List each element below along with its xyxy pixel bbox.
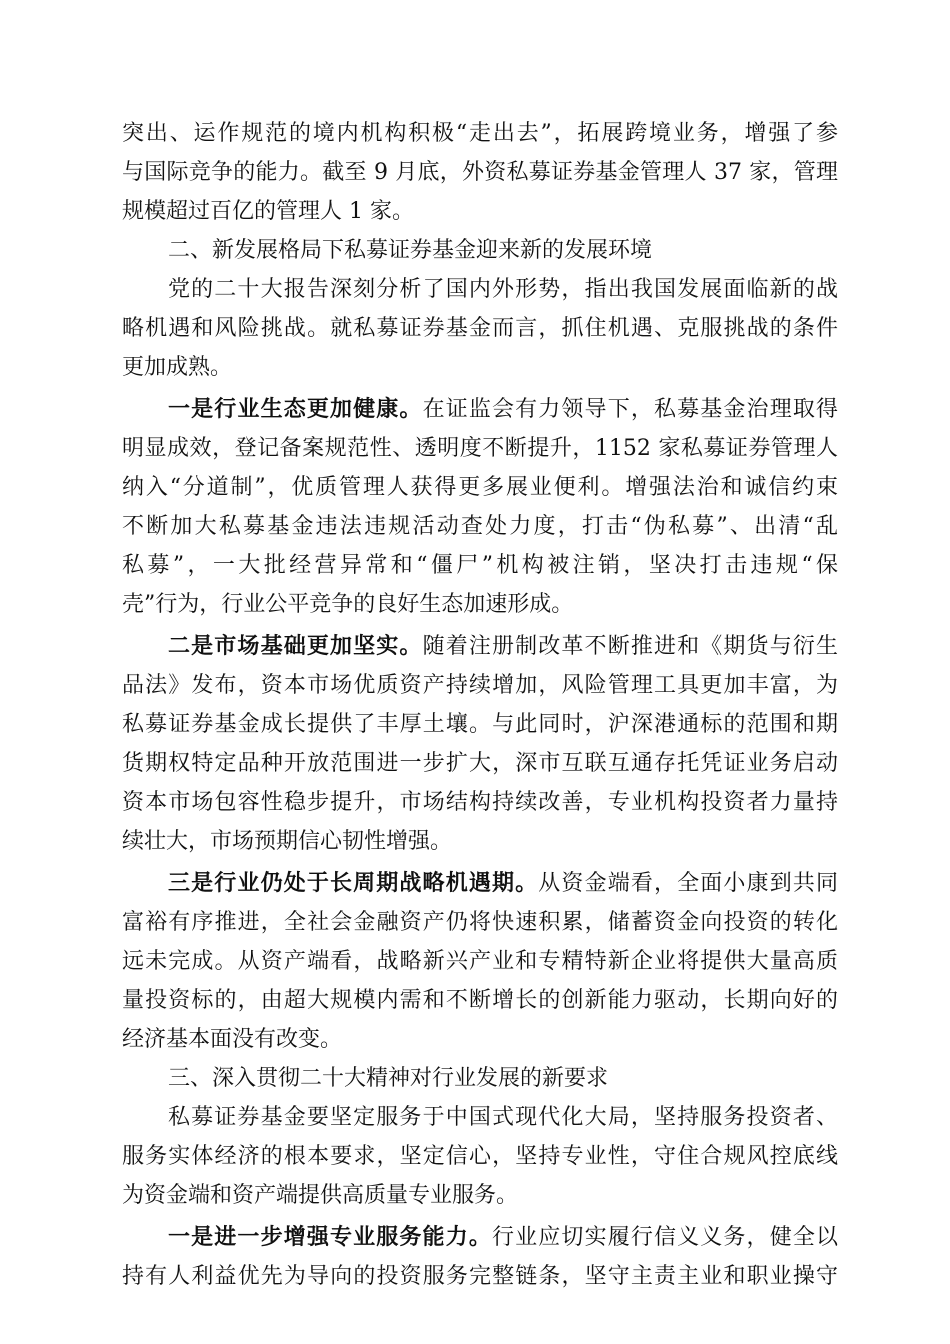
text-span: 从资金端看，全面小康到共同	[538, 871, 838, 896]
lead-bold: 二是市场基础更加坚实。	[168, 633, 423, 659]
paragraph-opportunity	[122, 864, 838, 1059]
text-line: 货期权特定品种开放范围进一步扩大，深市互联互通存托凭证业务启动	[122, 751, 838, 776]
text-line: 量投资标的，由超大规模内需和不断增长的创新能力驱动，长期向好的	[122, 988, 838, 1013]
text-line: 私募证券基金要坚定服务于中国式现代化大局，坚持服务投资者、	[168, 1105, 838, 1130]
text-line: 为资金端和资产端提供高质量专业服务。	[122, 1183, 519, 1208]
text-line: 经济基本面没有改变。	[122, 1027, 343, 1052]
text-line: 突出、运作规范的境内机构积极“走出去”，拓展跨境业务，增强了参	[122, 121, 838, 146]
text-line	[122, 627, 838, 666]
paragraph-capability	[122, 1218, 838, 1296]
text-line: 不断加大私募基金违法违规活动查处力度，打击“伪私募”、出清“乱	[122, 514, 838, 539]
text-line: 富裕有序推进，全社会金融资产仍将快速积累，储蓄资金向投资的转化	[122, 910, 838, 935]
text-line: 明显成效，登记备案规范性、透明度不断提升，1152 家私募证券管理人	[122, 436, 838, 461]
text-line	[122, 1218, 838, 1257]
text-line: 续壮大，市场预期信心韧性增强。	[122, 829, 453, 854]
lead-bold: 三是行业仍处于长周期战略机遇期。	[168, 870, 539, 896]
text-line: 略机遇和风险挑战。就私募证券基金而言，抓住机遇、克服挑战的条件	[122, 316, 838, 341]
text-line	[122, 864, 838, 903]
text-span: 在证监会有力领导下，私募基金治理取得	[422, 397, 838, 422]
text-span: 行业应切实履行信义义务，健全以	[492, 1225, 838, 1250]
text-line: 纳入“分道制”，优质管理人获得更多展业便利。增强法治和诚信约束	[122, 475, 838, 500]
text-line: 私募”，一大批经营异常和“僵尸”机构被注销，坚决打击违规“保	[122, 553, 838, 578]
text-line: 私募证券基金成长提供了丰厚土壤。与此同时，沪深港通标的范围和期	[122, 712, 838, 737]
section-heading-3: 三、深入贯彻二十大精神对行业发展的新要求	[168, 1066, 609, 1091]
paragraph-intro	[122, 114, 838, 231]
text-line: 资本市场包容性稳步提升，市场结构持续改善，专业机构投资者力量持	[122, 790, 838, 815]
text-line: 持有人利益优先为导向的投资服务完整链条，坚守主责主业和职业操守	[122, 1264, 838, 1289]
text-line: 远未完成。从资产端看，战略新兴产业和专精特新企业将提供大量高质	[122, 949, 838, 974]
document-page	[122, 114, 838, 1296]
text-line: 与国际竞争的能力。截至 9 月底，外资私募证券基金管理人 37 家，管理	[122, 160, 838, 185]
paragraph-ecology	[122, 390, 838, 624]
text-line: 服务实体经济的根本要求，坚定信心，坚持专业性，守住合规风控底线	[122, 1144, 838, 1169]
text-span: 随着注册制改革不断推进和《期货与衍生	[422, 634, 838, 659]
lead-bold: 一是行业生态更加健康。	[168, 396, 423, 422]
paragraph-market	[122, 627, 838, 861]
section-heading-2: 二、新发展格局下私募证券基金迎来新的发展环境	[168, 238, 653, 263]
text-line: 更加成熟。	[122, 355, 233, 380]
text-line: 党的二十大报告深刻分析了国内外形势，指出我国发展面临新的战	[168, 277, 838, 302]
text-line: 品法》发布，资本市场优质资产持续增加，风险管理工具更加丰富，为	[122, 673, 838, 698]
text-line	[122, 390, 838, 429]
paragraph-environment	[122, 270, 838, 387]
text-line: 规模超过百亿的管理人 1 家。	[122, 199, 414, 224]
lead-bold: 一是进一步增强专业服务能力。	[168, 1224, 492, 1250]
paragraph-requirements	[122, 1098, 838, 1215]
text-line: 壳”行为，行业公平竞争的良好生态加速形成。	[122, 592, 574, 617]
